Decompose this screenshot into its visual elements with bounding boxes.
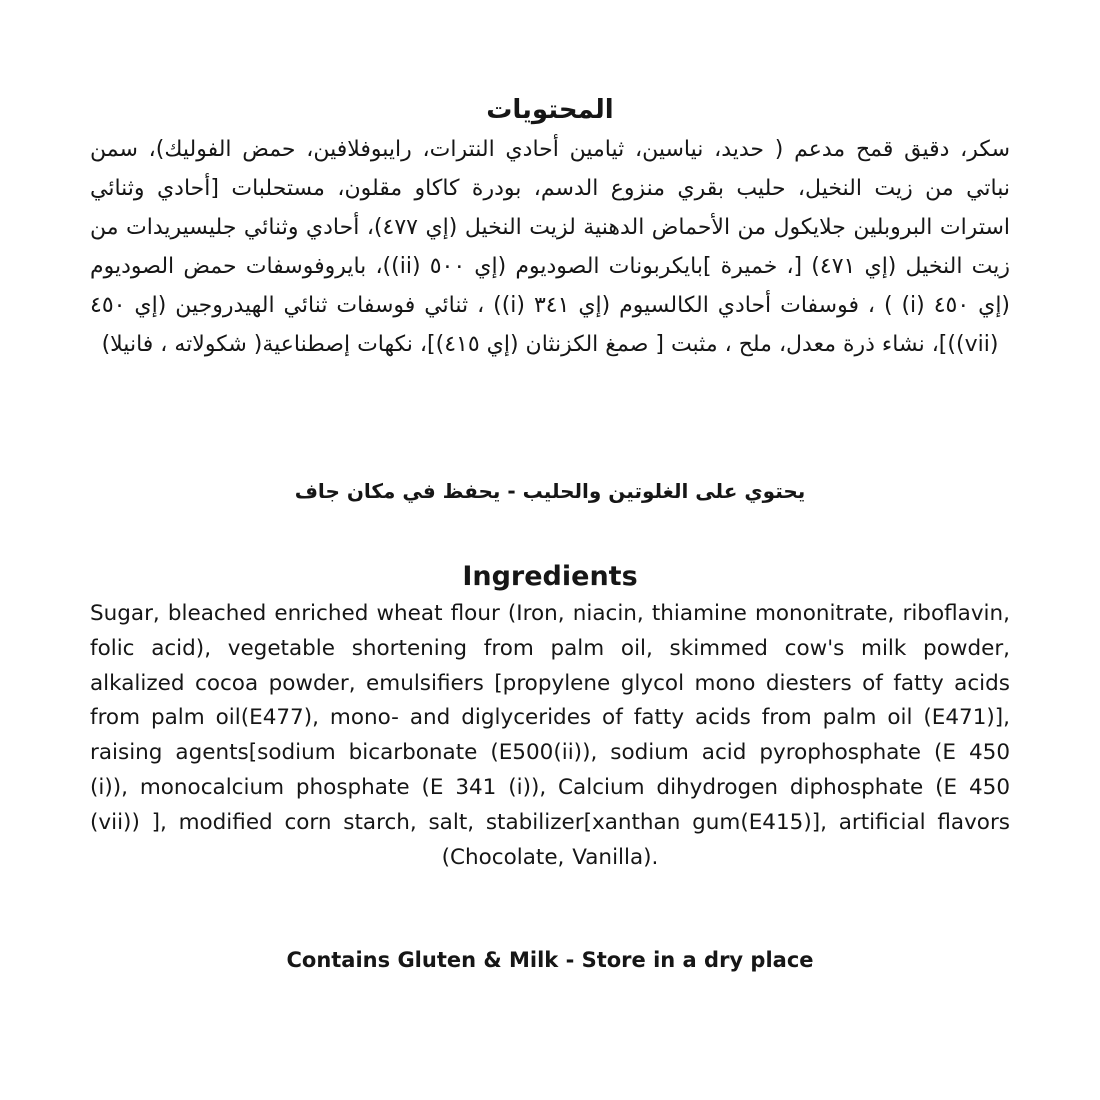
english-heading: Ingredients bbox=[462, 561, 638, 592]
arabic-ingredients-text: سكر، دقيق قمح مدعم ( حديد، نياسين، ثيامين أحادي النترات، رايبوفلافين، حمض الفوليك)، سمن نباتي من زيت النخيل، حليب بقري منزوع الدسم، بودرة كاكاو مقلون، مستحلبات [أحادي وثنائي استرات البروبلين جلايكول من الأحماض الدهنية لزيت النخيل (إي ٤٧٧)، أحادي وثنائي جليسيريدات من زيت النخيل (إي ٤٧١) [، خميرة ]بايكربونات الصوديوم (إي ٥٠٠ (ii))، بايروفوسفات حمض الصوديوم (إي ٤٥٠ (i) ) ، فوسفات أحادي الكالسيوم (إي ٣٤١ (i)) ، ثنائي فوسفات ثنائي الهيدروجين (إي ٤٥٠ (vii))]، نشاء ذرة معدل، ملح ، مثبت [ صمغ الكزنثان (إي ٤١٥)]، نكهات إصطناعية( شكولاته ، فانيلا) bbox=[90, 137, 1011, 357]
english-ingredients-text: Sugar, bleached enriched wheat flour (Iron, niacin, thiamine mononitrate, riboflavin, folic acid), vegetable shortening from palm oil, skimmed cow's milk powder, alkalized cocoa powder, emulsifiers [propylene glycol mono diesters of fatty acids from palm oil(E477), mono- and diglycerides of fatty acids from palm oil (E471)], raising agents[sodium bicarbonate (E500(ii)), sodium acid pyrophosphate (E 450 (i)), monocalcium phosphate (E 341 (i)), Calcium dihydrogen diphosphate (E 450 (vii)) ], modified corn starch, salt, stabilizer[xanthan gum(E415)], artificial flavors (Chocolate, Vanilla). bbox=[90, 601, 1010, 870]
arabic-storage-note: يحتوي على الغلوتين والحليب - يحفظ في مكان جاف bbox=[294, 479, 806, 503]
arabic-heading: المحتويات bbox=[486, 95, 614, 125]
arabic-ingredients-section bbox=[90, 90, 1010, 364]
english-storage-note: Contains Gluten & Milk - Store in a dry place bbox=[286, 948, 814, 972]
english-ingredients-section bbox=[90, 557, 1010, 875]
